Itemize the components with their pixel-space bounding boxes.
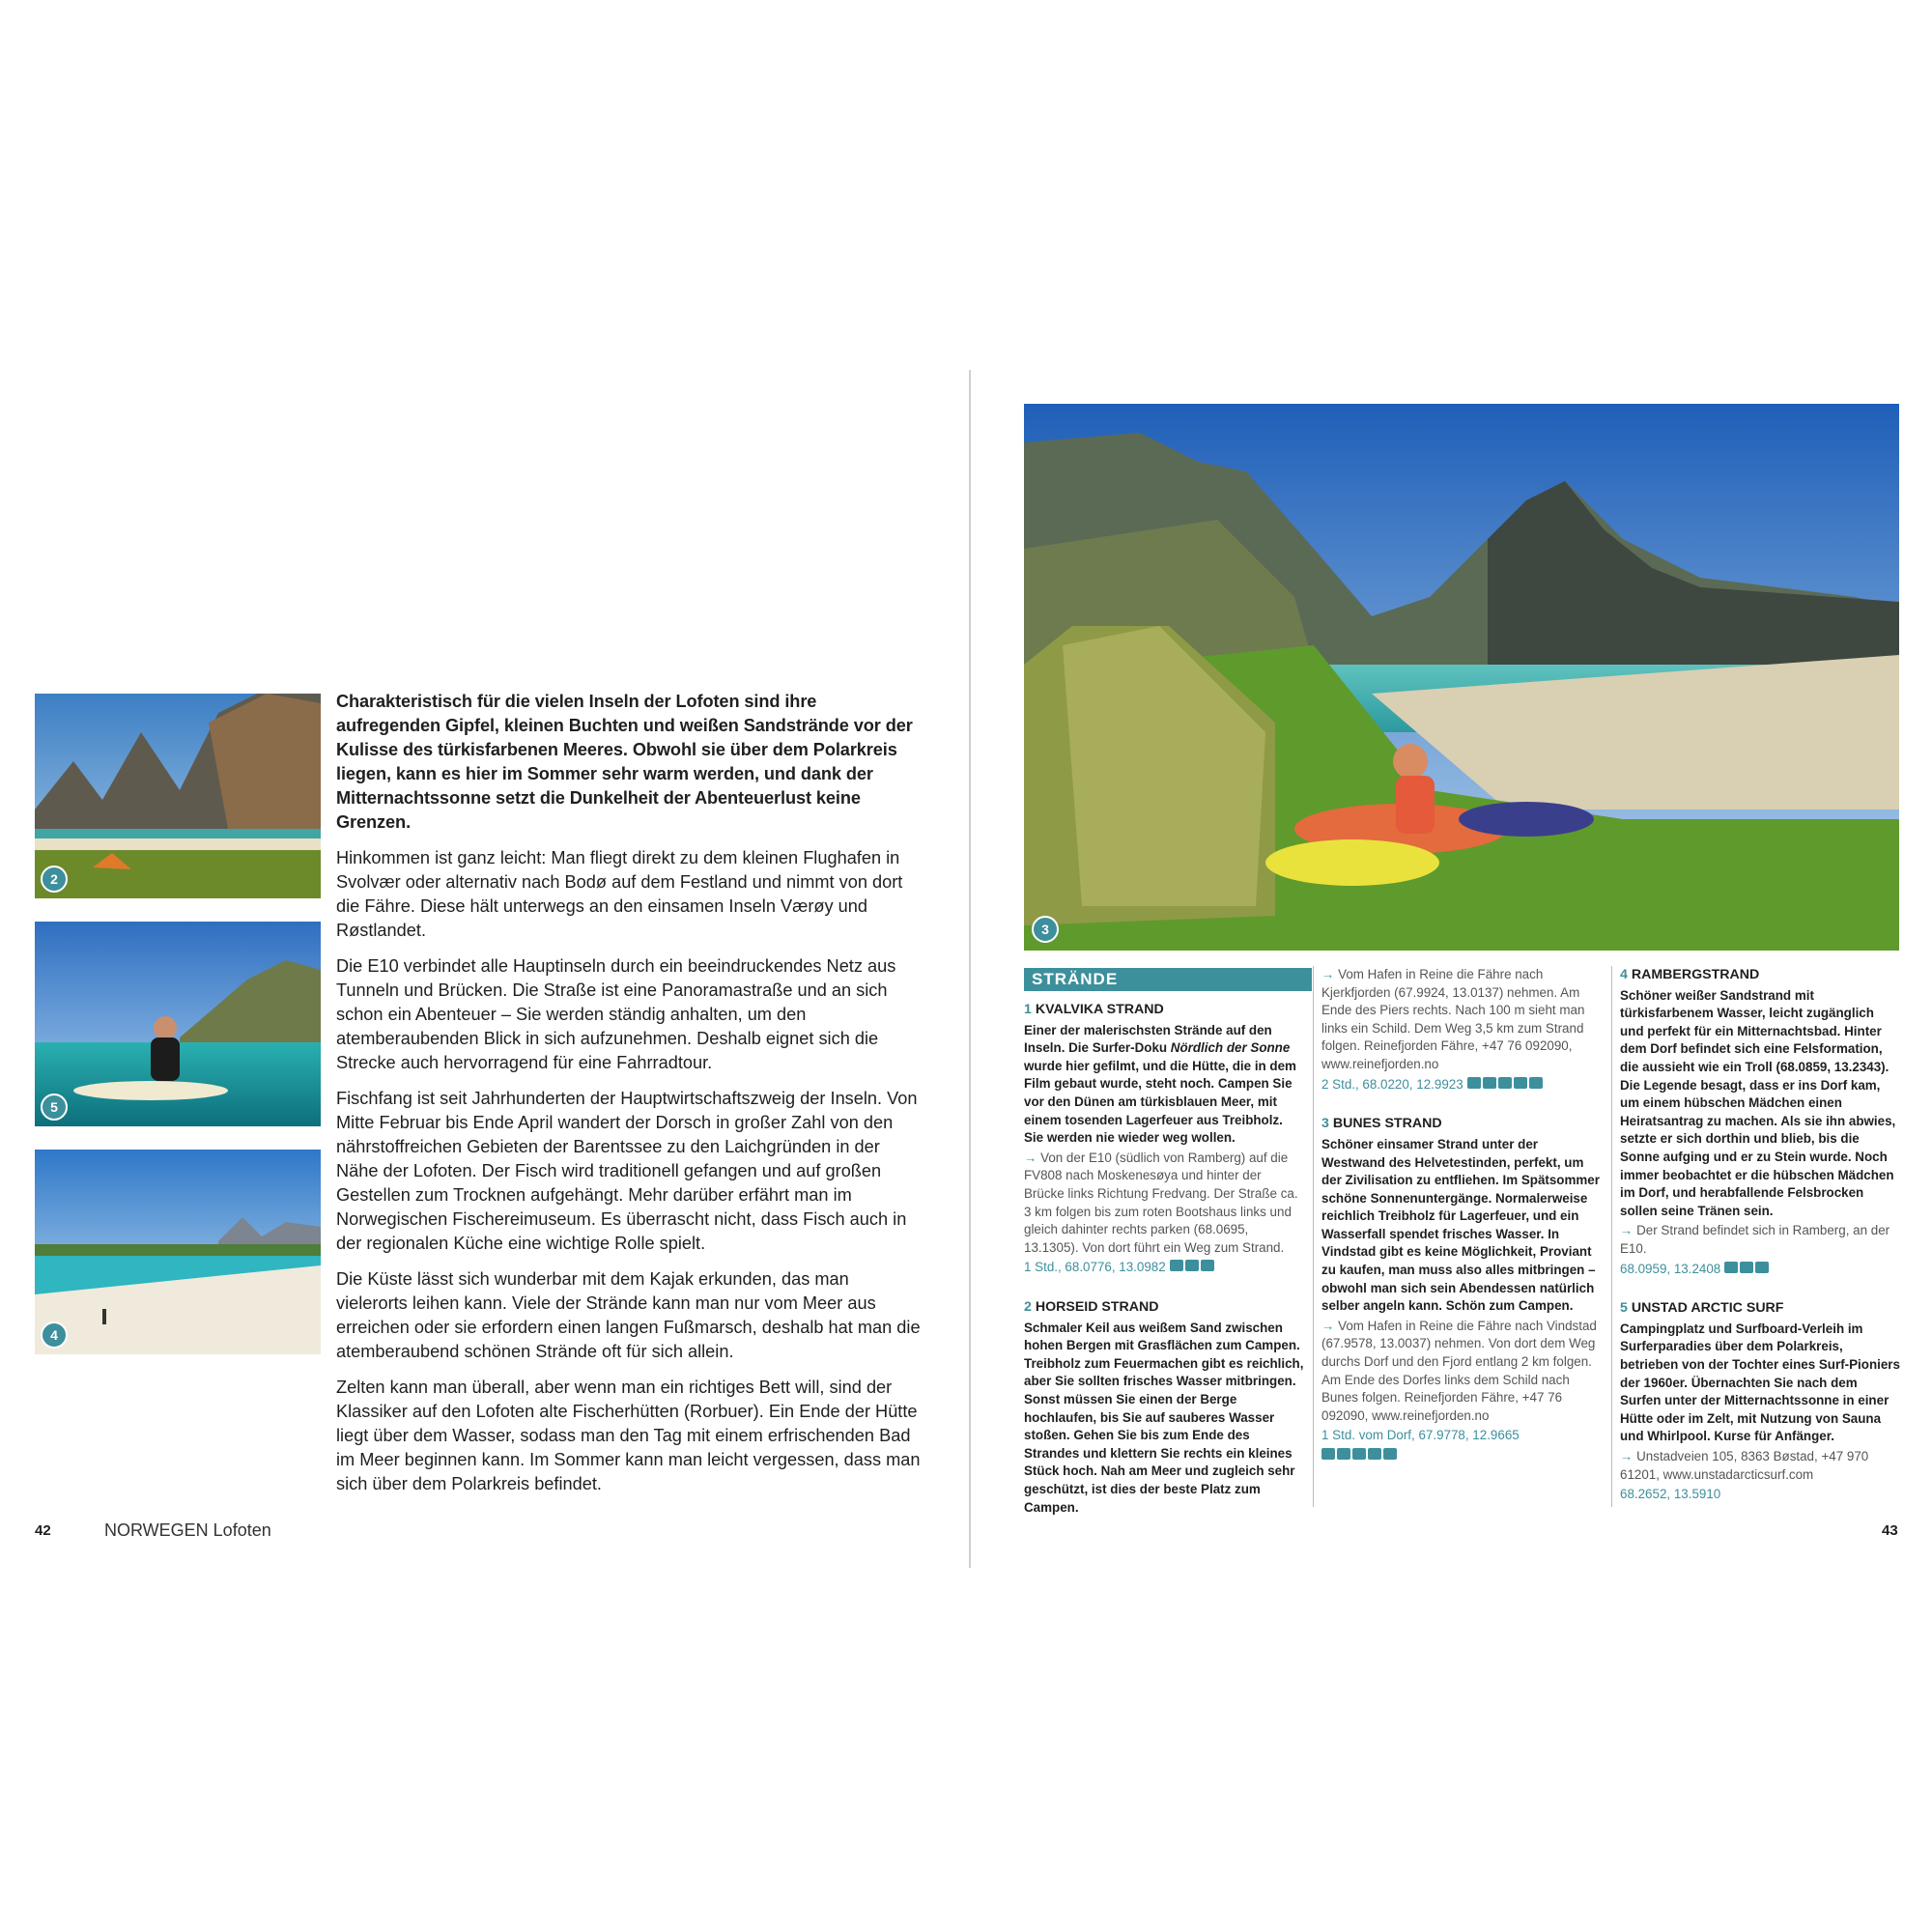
camping-icon bbox=[1170, 1259, 1216, 1277]
entry-rambergstrand bbox=[1620, 966, 1900, 1278]
entry-directions: → Unstadveien 105, 8363 Bøstad, +47 970 61201, www.unstadarcticsurf.com bbox=[1620, 1449, 1869, 1482]
beach-icon bbox=[1321, 1447, 1602, 1465]
photo-surfer bbox=[35, 922, 321, 1126]
arrow-icon: → bbox=[1024, 1150, 1037, 1165]
entry-kvalvika bbox=[1024, 1001, 1304, 1277]
column-divider bbox=[1313, 966, 1314, 1507]
entry-title: 1 KVALVIKA STRAND bbox=[1024, 1002, 1164, 1017]
entry-coordinates: 68.2652, 13.5910 bbox=[1620, 1487, 1721, 1502]
arrow-icon: → bbox=[1620, 1449, 1634, 1463]
photo-badge-3: 3 bbox=[1032, 916, 1059, 943]
entry-title: 5 UNSTAD ARCTIC SURF bbox=[1620, 1300, 1784, 1317]
column-3 bbox=[1620, 966, 1900, 1525]
left-page-body bbox=[336, 690, 922, 1508]
column-1 bbox=[1024, 1001, 1304, 1538]
body-paragraph: Die E10 verbindet alle Hauptinseln durch ein beeindruckendes Netz aus Tunneln und Brücken. Die Straße ist eine Panoramastraße und an sich schon ein Abenteuer – Sie werden ständig anhalten, um den atemberaubenden Blick in sich aufzunehmen. Deshalb eignet sich die Strecke auch hervorragend für eine Fahrradtour. bbox=[336, 956, 896, 1072]
section-title-straende: STRÄNDE bbox=[1024, 968, 1312, 991]
entry-description: Campingplatz und Surfboard-Verleih im Surferparadies über dem Polarkreis, betrieben von der Tochter eines Surf-Pioniers der 1960er. Übernachten Sie nach dem Surfen unter der Mitternachtssonne in einer Hütte oder im Zelt, mit Nutzung von Sauna und Whirlpool. Kurse für Anfänger. bbox=[1620, 1321, 1900, 1444]
entry-description: Schöner weißer Sandstrand mit türkisfarbenem Wasser, leicht zugänglich und perfekt für ein Mitternachtsbad. Hinter dem Dorf befindet sich eine Felsformation, die aussieht wie ein Troll (68.0859, 13.2343). Die Legende besagt, dass er ins Dorf kam, um einem hübschen Mädchen einen Heiratsantrag zu machen. Als sie ihn abwies, setzte er sich dorthin und blieb, bis die Sonne aufging und er zu Stein wurde. Noch immer beobachtet er die hübschen Mädchen im Dorf, und herabfallende Felsbrocken sollen seine Tränen sein. bbox=[1620, 987, 1896, 1218]
entry-description: Schöner einsamer Strand unter der Westwand des Helvetestinden, perfekt, um der Zivilisation zu entfliehen. Im Spätsommer schöne Sonnenuntergänge. Normalerweise reichlich Treibholz für Lagerfeuer, und ein Wasserfall spendet frisches Wasser. In Vindstad gibt es keine Möglichkeit, Proviant zu kaufen, man muss also alles mitbringen – obwohl man sich sein Abendessen natürlich selber angeln kann. Schön zum Campen. bbox=[1321, 1136, 1600, 1314]
entry-coordinates: 68.0959, 13.2408 bbox=[1620, 1261, 1900, 1279]
entry-directions: → Von der E10 (südlich von Ramberg) auf die FV808 nach Moskenesøya und hinter der Brücke links Richtung Fredvang. Der Straße ca. 3 km folgen bis zum roten Bootshaus links und gleich dahinter rechts parken (68.0695, 13.1305). Von dort führt ein Weg zum Strand. bbox=[1024, 1150, 1298, 1255]
intro-paragraph: Charakteristisch für die vielen Inseln der Lofoten sind ihre aufregenden Gipfel, kleinen Buchten und weißen Sandstrände vor der Kulisse des türkisfarbenen Meeres. Obwohl sie über dem Polarkreis liegen, kann es hier im Sommer sehr warm werden, und dank der Mitternachtssonne setzt die Dunkelheit der Abenteuerlust keine Grenzen. bbox=[336, 692, 913, 832]
photo-badge-2: 2 bbox=[41, 866, 68, 893]
arrow-icon: → bbox=[1321, 1318, 1335, 1333]
entry-unstad bbox=[1620, 1299, 1900, 1504]
camping-icon bbox=[1724, 1261, 1771, 1279]
body-paragraph: Zelten kann man überall, aber wenn man ein richtiges Bett will, sind der Klassiker auf den Lofoten alte Fischerhütten (Rorbuer). Ein Ende der Hütte liegt über dem Wasser, sodass man den Tag mit einem erfrischenden Bad im Meer beginnen kann. Im Sommer kann man leicht vergessen, dass man sich über dem Polarkreis befindet. bbox=[336, 1378, 921, 1493]
entry-directions: → Vom Hafen in Reine die Fähre nach Vindstad (67.9578, 13.0037) nehmen. Von dort dem Weg durchs Dorf und den Fjord entlang 2 km folgen. Am Ende des Dorfes links dem Schild nach Bunes folgen. Reinefjorden Fähre, +47 76 092090, www.reinefjorden.no bbox=[1321, 1318, 1597, 1423]
entry-directions: → Der Strand befindet sich in Ramberg, an der E10. bbox=[1620, 1223, 1890, 1256]
page-number-left: 42 bbox=[35, 1522, 51, 1539]
entry-directions: → Vom Hafen in Reine die Fähre nach Kjerkfjorden (67.9924, 13.0137) nehmen. Am Ende des Piers rechts. Nach 100 m sieht man links ein Schild. Dem Weg 3,5 km zum Strand folgen. Reinefjorden Fähre, +47 76 092090, www.reinefjorden.no bbox=[1321, 967, 1585, 1071]
entry-description: Einer der malerischsten Strände auf den Inseln. Die Surfer-Doku Nördlich der Sonne wurde hier gefilmt, und die Hütte, die in dem Film gebaut wurde, steht noch. Campen Sie vor den Dünen am türkisblauen Meer, mit einem tosenden Lagerfeuer aus Treibholz. Sie werden nie wieder weg wollen. bbox=[1024, 1022, 1296, 1146]
body-paragraph: Die Küste lässt sich wunderbar mit dem Kajak erkunden, das man vielerorts leihen kann. Viele der Strände kann man nur vom Meer aus erreichen oder sie erfordern einen langen Fußmarsch, deshalb hat man die atemberaubend schönen Strände oft für sich allein. bbox=[336, 1269, 921, 1361]
entry-horseid bbox=[1024, 1298, 1304, 1517]
running-head: NORWEGEN Lofoten bbox=[104, 1520, 271, 1540]
column-divider bbox=[1611, 966, 1612, 1507]
photo-kvalvika-camp bbox=[1024, 404, 1899, 951]
entry-title: 4 RAMBERGSTRAND bbox=[1620, 967, 1760, 982]
entry-title: 3 BUNES STRAND bbox=[1321, 1116, 1442, 1132]
entry-coordinates: 1 Std., 68.0776, 13.0982 bbox=[1024, 1259, 1304, 1277]
entry-coordinates: 2 Std., 68.0220, 12.9923 bbox=[1321, 1076, 1602, 1094]
photo-badge-5: 5 bbox=[41, 1094, 68, 1121]
entry-coordinates: 1 Std. vom Dorf, 67.9778, 12.9665 bbox=[1321, 1428, 1520, 1443]
entry-bunes bbox=[1321, 1115, 1602, 1464]
photo-badge-4: 4 bbox=[41, 1321, 68, 1349]
photo-beach-mountains bbox=[35, 694, 321, 898]
page-number-right: 43 bbox=[1882, 1522, 1898, 1539]
entry-horseid-continued bbox=[1321, 966, 1602, 1094]
column-2 bbox=[1321, 966, 1602, 1487]
arrow-icon: → bbox=[1321, 967, 1335, 981]
entry-title: 2 HORSEID STRAND bbox=[1024, 1299, 1159, 1316]
body-paragraph: Fischfang ist seit Jahrhunderten der Hauptwirtschaftszweig der Inseln. Von Mitte Februar bis Ende April wandert der Dorsch in großer Zahl von den nährstoffreichen Gebieten der Barentssee zu den Laichgründen in der Nähe der Lofoten. Der Fisch wird traditionell gefangen und auf großen Gestellen zum Trocknen aufgehängt. Mehr darüber erfährt man im Norwegischen Fischereimuseum. Es überrascht nicht, dass Fisch auch in der regionalen Küche eine wichtige Rolle spielt. bbox=[336, 1089, 918, 1253]
photo-rambergstrand bbox=[35, 1150, 321, 1354]
arrow-icon: → bbox=[1620, 1223, 1634, 1238]
body-paragraph: Hinkommen ist ganz leicht: Man fliegt direkt zu dem kleinen Flughafen in Svolvær oder alternativ nach Bodø auf dem Festland und nimmt von dort die Fähre. Diese hält unterwegs an den einsamen Inseln Værøy und Røstlandet. bbox=[336, 848, 903, 940]
entry-description: Schmaler Keil aus weißem Sand zwischen hohen Bergen mit Grasflächen zum Campen. Treibholz zum Feuermachen gibt es reichlich, aber Sie sollten frisches Wasser mitbringen. Sonst müssen Sie einen der Berge hochlaufen, bis Sie auf sauberes Wasser stoßen. Gehen Sie bis zum Ende des Strandes und klettern Sie rechts ein kleines Stück hoch. Nah am Meer und zugleich sehr geschützt, ist dies der beste Platz zum Campen. bbox=[1024, 1320, 1304, 1515]
camping-icon bbox=[1467, 1076, 1545, 1094]
page-spine bbox=[969, 370, 971, 1568]
